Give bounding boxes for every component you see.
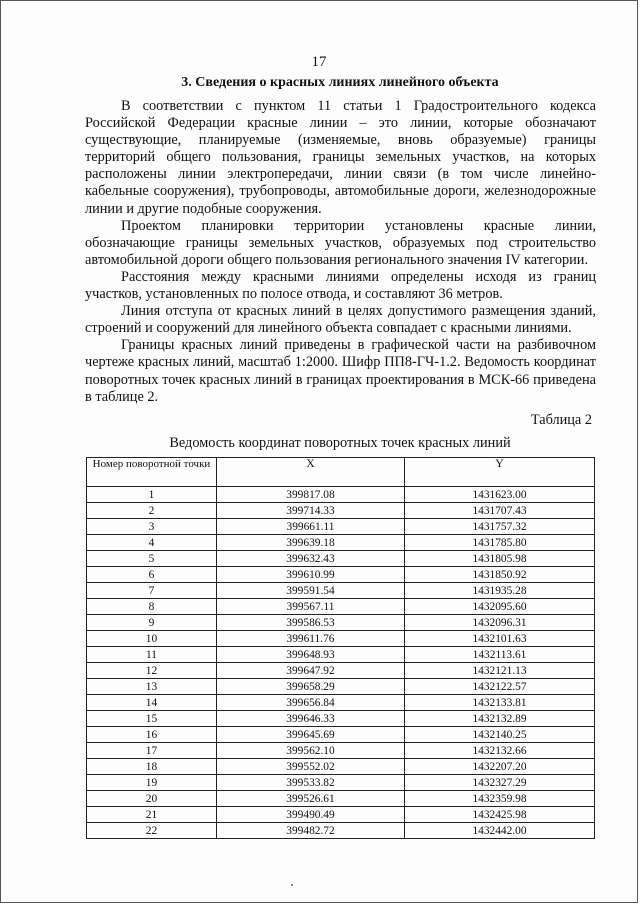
cell-point-number: 20: [87, 791, 217, 807]
cell-x: 399658.29: [217, 679, 405, 695]
cell-point-number: 19: [87, 775, 217, 791]
cell-point-number: 9: [87, 615, 217, 631]
cell-x: 399632.43: [217, 551, 405, 567]
table-row: [87, 759, 595, 775]
cell-y: 1431623.00: [405, 487, 595, 503]
table-row: [87, 823, 595, 839]
cell-point-number: 5: [87, 551, 217, 567]
paragraph: Границы красных линий приведены в графической части на разбивочном чертеже красных линий, масштаб 1:2000. Шифр ПП8-ГЧ-1.2. Ведомость координат поворотных точек красных линий в границах проектирования в МСК-66 приведена в таблице 2.: [85, 337, 596, 405]
header-x: X: [217, 458, 405, 487]
table-row: [87, 743, 595, 759]
coordinates-table: [86, 457, 595, 839]
cell-point-number: 13: [87, 679, 217, 695]
table-caption: Таблица 2: [530, 412, 592, 428]
cell-y: 1432359.98: [405, 791, 595, 807]
cell-point-number: 3: [87, 519, 217, 535]
cell-point-number: 15: [87, 711, 217, 727]
page-number: 17: [311, 54, 327, 70]
cell-point-number: 1: [87, 487, 217, 503]
cell-point-number: 17: [87, 743, 217, 759]
paragraph: Расстояния между красными линиями определены исходя из границ участков, установленных по полосе отвода, и составляют 36 метров.: [85, 268, 596, 303]
paragraph: Проектом планировки территории установлены красные линии, обозначающие границы земельных участков, образуемых под строительство автомобильной дороги общего пользования регионального значения IV категории.: [85, 217, 596, 268]
table-row: [87, 615, 595, 631]
table-row: [87, 551, 595, 567]
cell-point-number: 18: [87, 759, 217, 775]
cell-point-number: 22: [87, 823, 217, 839]
cell-point-number: 4: [87, 535, 217, 551]
table-row: [87, 711, 595, 727]
cell-y: 1431805.98: [405, 551, 595, 567]
cell-x: 399817.08: [217, 487, 405, 503]
section-heading: 3. Сведения о красных линиях линейного объекта: [181, 75, 499, 90]
cell-y: 1432207.20: [405, 759, 595, 775]
cell-y: 1431757.32: [405, 519, 595, 535]
cell-x: 399656.84: [217, 695, 405, 711]
body-text: [85, 98, 596, 406]
table-row: [87, 695, 595, 711]
cell-point-number: 16: [87, 727, 217, 743]
table-title: Ведомость координат поворотных точек красных линий: [169, 435, 511, 451]
cell-point-number: 12: [87, 663, 217, 679]
table-row: [87, 791, 595, 807]
paragraph: Линия отступа от красных линий в целях допустимого размещения зданий, строений и сооружений для линейного объекта совпадает с красными линиями.: [85, 303, 596, 337]
table-row: [87, 647, 595, 663]
cell-y: 1432122.57: [405, 679, 595, 695]
table-header-row: [87, 458, 595, 487]
cell-y: 1432113.61: [405, 647, 595, 663]
scan-speck: [291, 884, 293, 886]
cell-x: 399552.02: [217, 759, 405, 775]
cell-x: 399490.49: [217, 807, 405, 823]
cell-x: 399591.54: [217, 583, 405, 599]
table-row: [87, 727, 595, 743]
cell-x: 399482.72: [217, 823, 405, 839]
table-row: [87, 487, 595, 503]
cell-point-number: 7: [87, 583, 217, 599]
cell-x: 399610.99: [217, 567, 405, 583]
table-row: [87, 583, 595, 599]
cell-y: 1432096.31: [405, 615, 595, 631]
cell-y: 1432140.25: [405, 727, 595, 743]
cell-point-number: 10: [87, 631, 217, 647]
header-point-number: Номер поворотной точки: [87, 458, 217, 487]
cell-point-number: 11: [87, 647, 217, 663]
cell-y: 1432425.98: [405, 807, 595, 823]
cell-point-number: 21: [87, 807, 217, 823]
table-row: [87, 535, 595, 551]
cell-x: 399661.11: [217, 519, 405, 535]
cell-x: 399586.53: [217, 615, 405, 631]
cell-y: 1431707.43: [405, 503, 595, 519]
cell-point-number: 6: [87, 567, 217, 583]
cell-x: 399567.11: [217, 599, 405, 615]
cell-y: 1431785.80: [405, 535, 595, 551]
cell-y: 1432132.66: [405, 743, 595, 759]
cell-y: 1432327.29: [405, 775, 595, 791]
table-row: [87, 503, 595, 519]
cell-x: 399639.18: [217, 535, 405, 551]
cell-y: 1432442.00: [405, 823, 595, 839]
cell-x: 399648.93: [217, 647, 405, 663]
paragraph: В соответствии с пунктом 11 статьи 1 Градостроительного кодекса Российской Федерации красные линии – это линии, которые обозначают существующие, планируемые (изменяемые, вновь образуемые) границы территорий общего пользования, границы земельных участков, на которых расположены линии электропередачи, линии связи (в том числе линейно-кабельные сооружения), трубопроводы, автомобильные дороги, железнодорожные линии и другие подобные сооружения.: [85, 98, 596, 217]
cell-x: 399526.61: [217, 791, 405, 807]
cell-point-number: 2: [87, 503, 217, 519]
cell-y: 1432095.60: [405, 599, 595, 615]
cell-x: 399611.76: [217, 631, 405, 647]
cell-x: 399646.33: [217, 711, 405, 727]
cell-y: 1431850.92: [405, 567, 595, 583]
cell-y: 1432133.81: [405, 695, 595, 711]
cell-x: 399562.10: [217, 743, 405, 759]
cell-point-number: 8: [87, 599, 217, 615]
cell-point-number: 14: [87, 695, 217, 711]
cell-x: 399714.33: [217, 503, 405, 519]
cell-x: 399647.92: [217, 663, 405, 679]
table-row: [87, 567, 595, 583]
table-row: [87, 519, 595, 535]
cell-x: 399645.69: [217, 727, 405, 743]
table-row: [87, 599, 595, 615]
table-body: [87, 487, 595, 839]
cell-y: 1432101.63: [405, 631, 595, 647]
cell-x: 399533.82: [217, 775, 405, 791]
table-row: [87, 775, 595, 791]
table-row: [87, 663, 595, 679]
header-y: Y: [405, 458, 595, 487]
table-row: [87, 631, 595, 647]
table-row: [87, 807, 595, 823]
cell-y: 1432121.13: [405, 663, 595, 679]
cell-y: 1431935.28: [405, 583, 595, 599]
table-row: [87, 679, 595, 695]
cell-y: 1432132.89: [405, 711, 595, 727]
